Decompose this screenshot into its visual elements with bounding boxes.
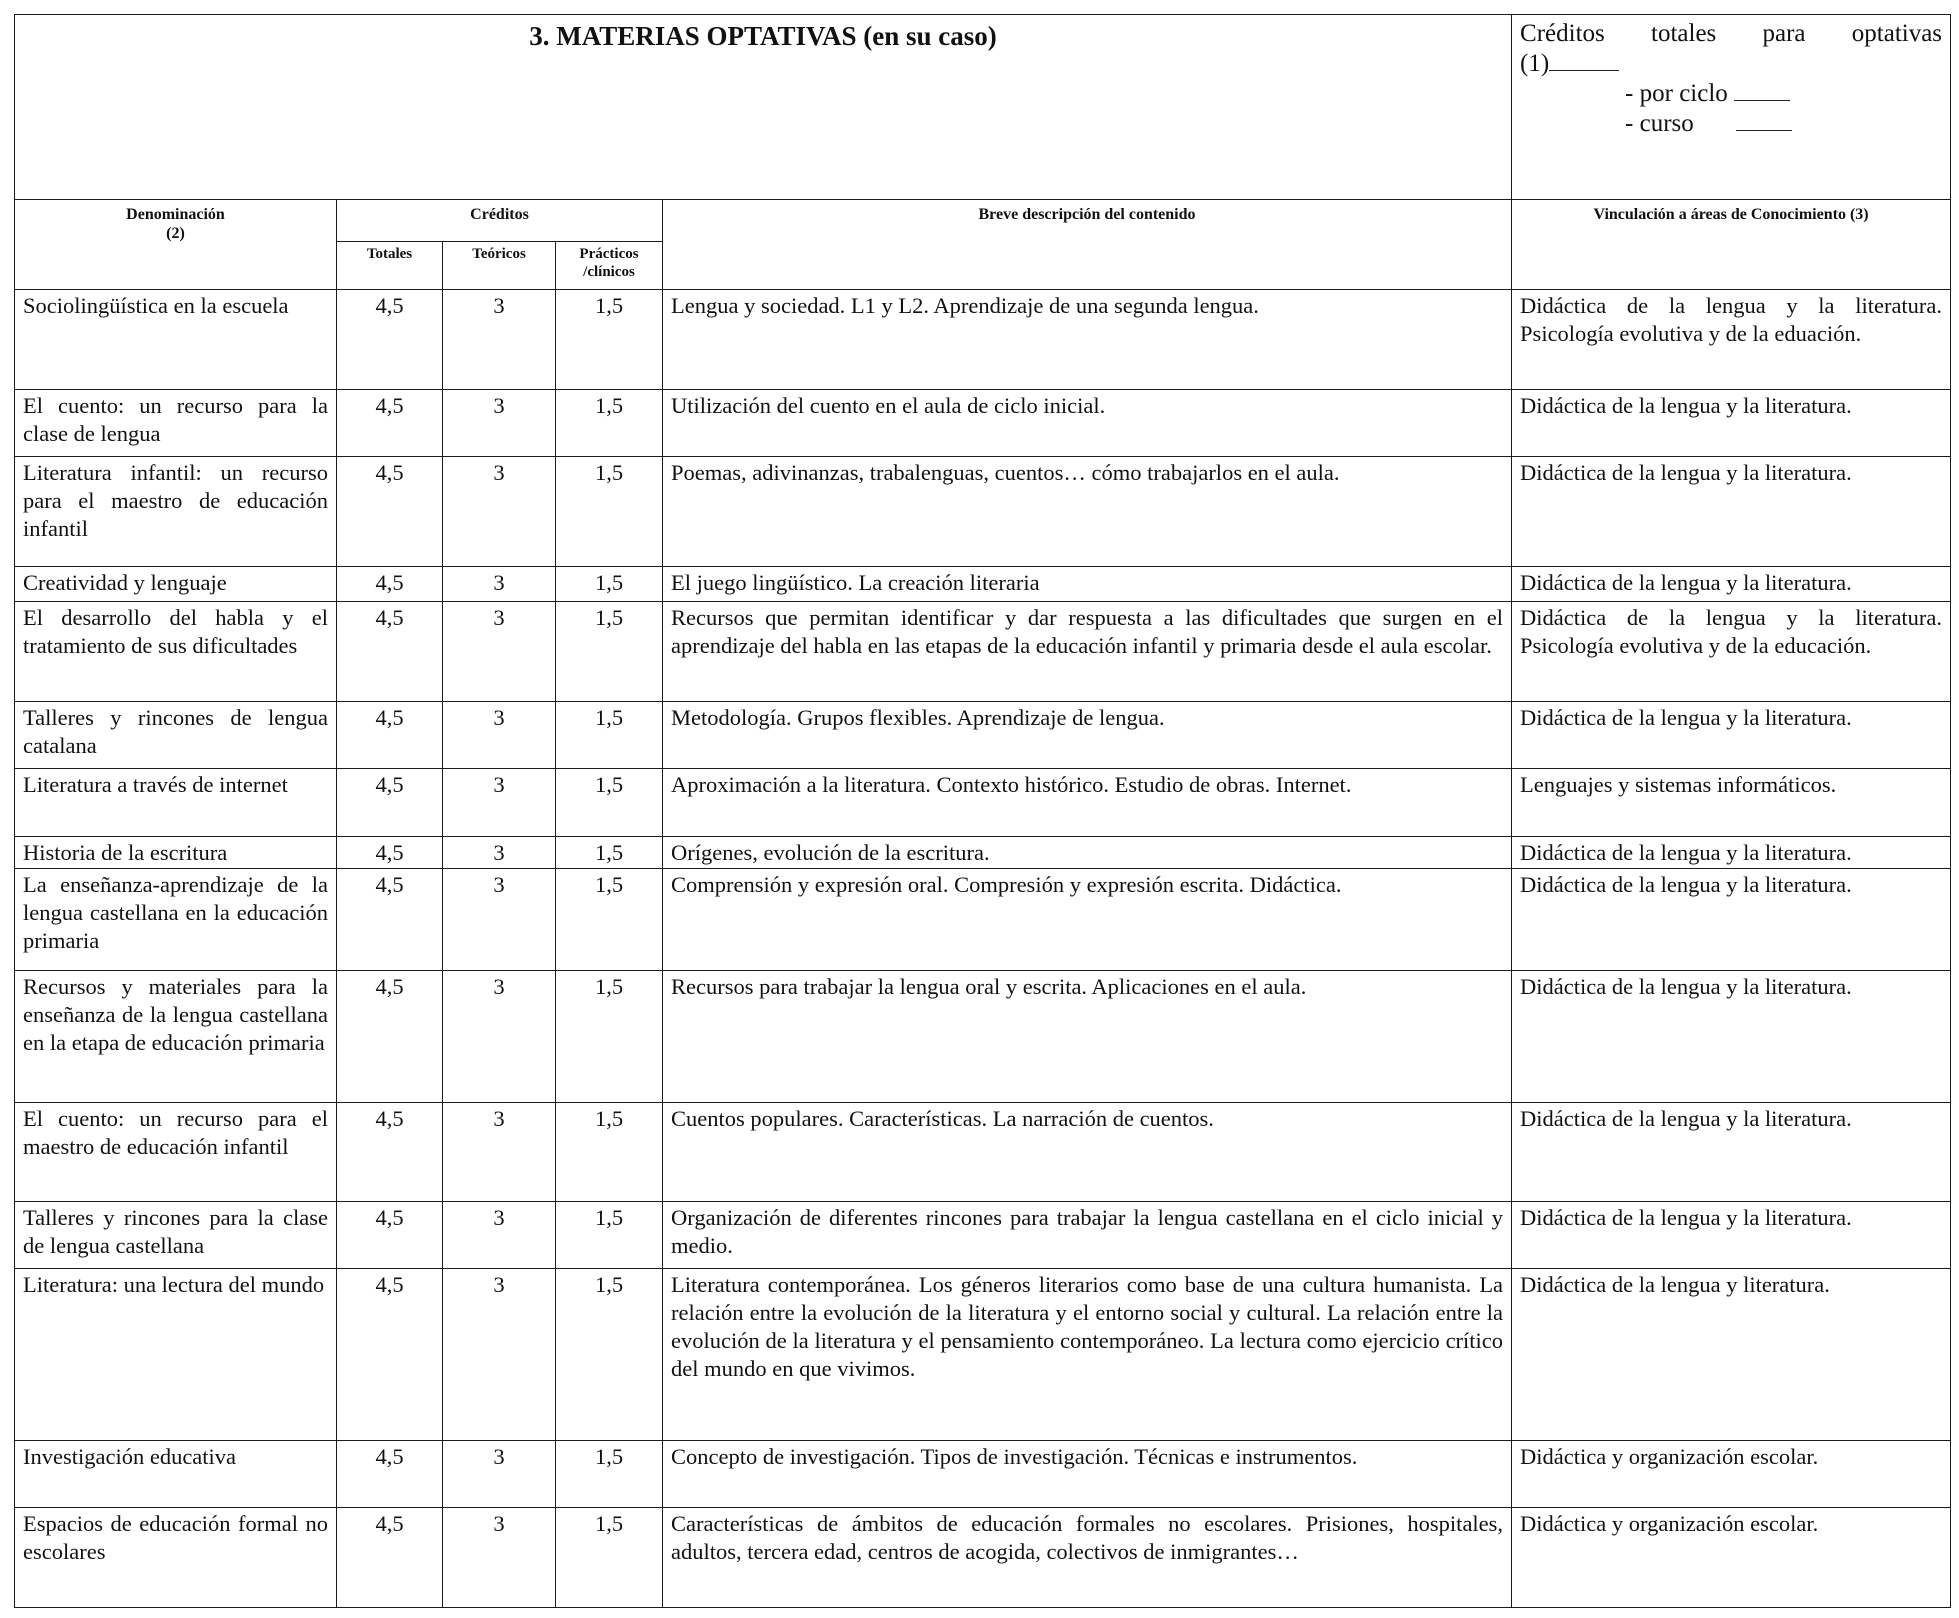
creditos-note: (1) [1520,50,1550,77]
row-teoricos: 3 [443,702,556,769]
row-descripcion: Recursos que permitan identificar y dar respuesta a las dificultades que surgen en el aprendizaje del habla en las etapas de la educación infantil y primaria desde el aula escolar. [663,602,1512,702]
row-descripcion: Concepto de investigación. Tipos de investigación. Técnicas e instrumentos. [663,1441,1512,1508]
row-practicos: 1,5 [556,567,663,602]
header-row [15,200,1951,242]
row-totales: 4,5 [337,769,443,837]
row-area: Didáctica de la lengua y la literatura. Psicología evolutiva y de la educación. [1512,602,1951,702]
row-descripcion: Recursos para trabajar la lengua oral y escrita. Aplicaciones en el aula. [663,971,1512,1103]
table-row [15,971,1951,1103]
row-descripcion: Utilización del cuento en el aula de ciclo inicial. [663,390,1512,457]
row-teoricos: 3 [443,390,556,457]
row-totales: 4,5 [337,1269,443,1441]
table-row [15,1103,1951,1202]
row-denominacion: Talleres y rincones para la clase de lengua castellana [15,1202,337,1269]
row-totales: 4,5 [337,702,443,769]
row-area: Didáctica de la lengua y la literatura. [1512,567,1951,602]
row-teoricos: 3 [443,1202,556,1269]
row-teoricos: 3 [443,602,556,702]
row-practicos: 1,5 [556,602,663,702]
row-denominacion: Espacios de educación formal no escolares [15,1508,337,1608]
row-teoricos: 3 [443,1103,556,1202]
table-row [15,1202,1951,1269]
header-creditos: Créditos [337,200,663,242]
section-title: 3. MATERIAS OPTATIVAS (en su caso) [15,15,1512,200]
row-area: Didáctica de la lengua y la literatura. [1512,702,1951,769]
row-practicos: 1,5 [556,390,663,457]
row-area: Didáctica de la lengua y la literatura. [1512,869,1951,971]
row-totales: 4,5 [337,457,443,567]
table-row [15,567,1951,602]
row-descripcion: Organización de diferentes rincones para trabajar la lengua castellana en el ciclo inicial y medio. [663,1202,1512,1269]
row-practicos: 1,5 [556,837,663,869]
row-descripcion: El juego lingüístico. La creación literaria [663,567,1512,602]
row-totales: 4,5 [337,971,443,1103]
row-descripcion: Literatura contemporánea. Los géneros literarios como base de una cultura humanista. La relación entre la evolución de la literatura y el entorno social y cultural. La relación entre la evolución de la literatura y el pensamiento contemporáneo. La lectura como ejercicio crítico del mundo en que vivimos. [663,1269,1512,1441]
table-row [15,702,1951,769]
header-denominacion-label: Denominación [126,206,225,223]
row-practicos: 1,5 [556,1441,663,1508]
row-denominacion: La enseñanza-aprendizaje de la lengua castellana en la educación primaria [15,869,337,971]
row-teoricos: 3 [443,567,556,602]
row-teoricos: 3 [443,290,556,390]
optativas-table [14,14,1951,1608]
row-teoricos: 3 [443,769,556,837]
row-totales: 4,5 [337,390,443,457]
row-area: Didáctica y organización escolar. [1512,1508,1951,1608]
row-practicos: 1,5 [556,1508,663,1608]
header-teoricos: Teóricos [443,242,556,290]
row-totales: 4,5 [337,837,443,869]
row-denominacion: Creatividad y lenguaje [15,567,337,602]
row-denominacion: El cuento: un recurso para la clase de lengua [15,390,337,457]
row-practicos: 1,5 [556,290,663,390]
table-row [15,869,1951,971]
row-area: Didáctica de la lengua y la literatura. [1512,390,1951,457]
row-totales: 4,5 [337,1202,443,1269]
row-denominacion: Literatura infantil: un recurso para el maestro de educación infantil [15,457,337,567]
row-area: Didáctica de la lengua y la literatura. [1512,971,1951,1103]
row-totales: 4,5 [337,567,443,602]
row-teoricos: 3 [443,1508,556,1608]
curso-blank [1736,130,1792,131]
row-descripcion: Poemas, adivinanzas, trabalenguas, cuentos… cómo trabajarlos en el aula. [663,457,1512,567]
creditos-totales-label: Créditos totales para optativas [1520,20,1943,47]
curso-label: - curso [1625,110,1694,137]
table-row [15,1269,1951,1441]
row-practicos: 1,5 [556,1269,663,1441]
optativas-sheet [14,14,1950,1608]
table-row [15,457,1951,567]
table-row [15,290,1951,390]
row-denominacion: Sociolingüística en la escuela [15,290,337,390]
header-denominacion-note: (2) [166,225,185,242]
row-teoricos: 3 [443,457,556,567]
row-descripcion: Orígenes, evolución de la escritura. [663,837,1512,869]
row-totales: 4,5 [337,869,443,971]
row-descripcion: Características de ámbitos de educación formales no escolares. Prisiones, hospitales, adultos, tercera edad, centros de acogida, colectivos de inmigrantes… [663,1508,1512,1608]
row-totales: 4,5 [337,290,443,390]
row-area: Didáctica de la lengua y la literatura. [1512,1103,1951,1202]
table-row [15,837,1951,869]
header-practicos: Prácticos /clínicos [556,242,663,290]
row-practicos: 1,5 [556,971,663,1103]
row-totales: 4,5 [337,1441,443,1508]
row-teoricos: 3 [443,971,556,1103]
table-row [15,769,1951,837]
row-denominacion: El cuento: un recurso para el maestro de educación infantil [15,1103,337,1202]
row-area: Didáctica de la lengua y literatura. [1512,1269,1951,1441]
row-area: Didáctica y organización escolar. [1512,1441,1951,1508]
row-totales: 4,5 [337,1508,443,1608]
header-descripcion: Breve descripción del contenido [663,200,1512,290]
row-totales: 4,5 [337,602,443,702]
row-descripcion: Metodología. Grupos flexibles. Aprendizaje de lengua. [663,702,1512,769]
row-denominacion: Historia de la escritura [15,837,337,869]
row-descripcion: Comprensión y expresión oral. Compresión y expresión escrita. Didáctica. [663,869,1512,971]
title-row [15,15,1951,200]
row-practicos: 1,5 [556,457,663,567]
row-denominacion: Talleres y rincones de lengua catalana [15,702,337,769]
row-area: Didáctica de la lengua y la literatura. [1512,1202,1951,1269]
table-row [15,602,1951,702]
row-totales: 4,5 [337,1103,443,1202]
row-practicos: 1,5 [556,702,663,769]
row-practicos: 1,5 [556,869,663,971]
row-area: Didáctica de la lengua y la literatura. [1512,457,1951,567]
row-denominacion: Investigación educativa [15,1441,337,1508]
row-denominacion: El desarrollo del habla y el tratamiento de sus dificultades [15,602,337,702]
row-area: Didáctica de la lengua y la literatura. [1512,837,1951,869]
row-descripcion: Cuentos populares. Características. La narración de cuentos. [663,1103,1512,1202]
table-row [15,1441,1951,1508]
row-teoricos: 3 [443,869,556,971]
row-teoricos: 3 [443,1269,556,1441]
row-practicos: 1,5 [556,769,663,837]
row-denominacion: Literatura: una lectura del mundo [15,1269,337,1441]
header-vinculacion: Vinculación a áreas de Conocimiento (3) [1512,200,1951,290]
row-descripcion: Lengua y sociedad. L1 y L2. Aprendizaje de una segunda lengua. [663,290,1512,390]
creditos-blank [1549,70,1619,71]
creditos-totales-box [1512,15,1951,200]
row-descripcion: Aproximación a la literatura. Contexto histórico. Estudio de obras. Internet. [663,769,1512,837]
row-denominacion: Literatura a través de internet [15,769,337,837]
row-area: Lenguajes y sistemas informáticos. [1512,769,1951,837]
por-ciclo-blank [1734,100,1790,101]
row-area: Didáctica de la lengua y la literatura. Psicología evolutiva y de la eduación. [1512,290,1951,390]
por-ciclo-label: - por ciclo [1625,80,1728,107]
row-teoricos: 3 [443,837,556,869]
row-practicos: 1,5 [556,1202,663,1269]
row-teoricos: 3 [443,1441,556,1508]
header-denominacion [15,200,337,290]
header-totales: Totales [337,242,443,290]
row-denominacion: Recursos y materiales para la enseñanza de la lengua castellana en la etapa de educación primaria [15,971,337,1103]
row-practicos: 1,5 [556,1103,663,1202]
table-row [15,390,1951,457]
table-row [15,1508,1951,1608]
